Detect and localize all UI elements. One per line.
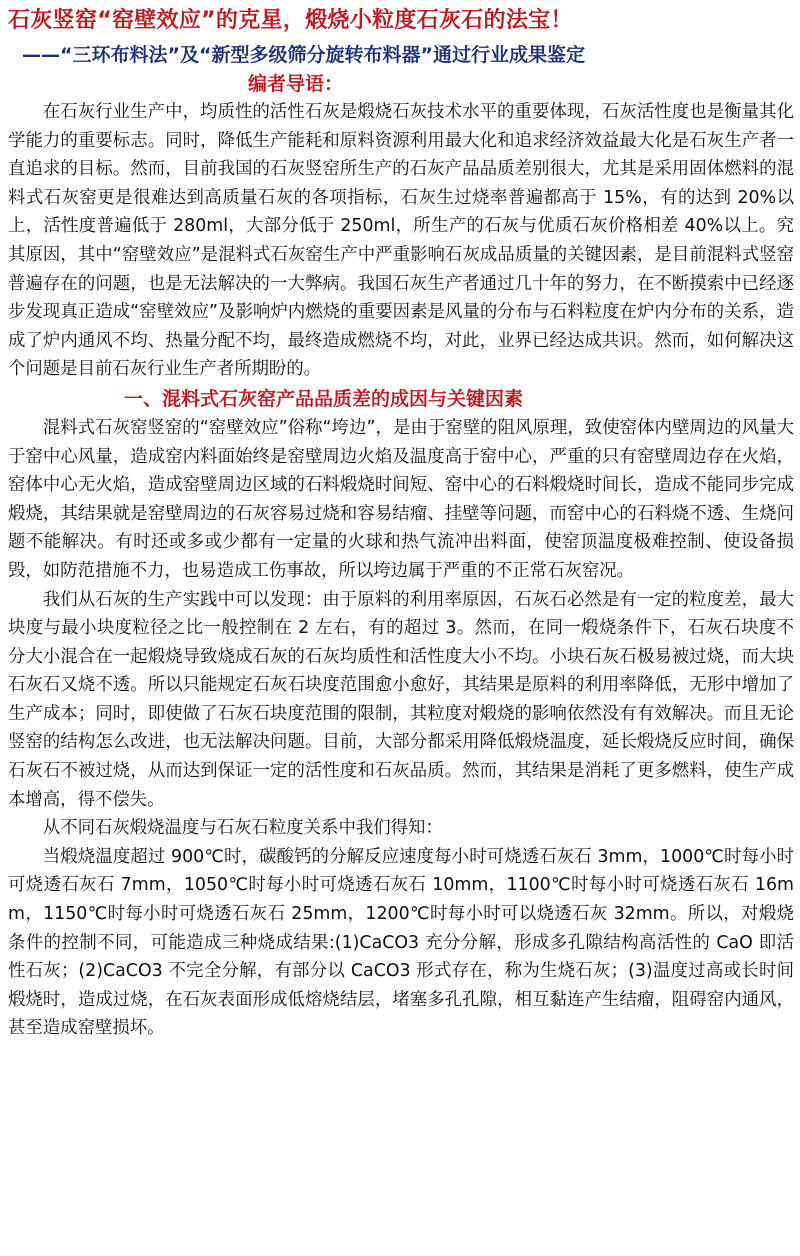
article-title: 石灰竖窑“窑壁效应”的克星，煅烧小粒度石灰石的法宝！ [8,8,573,33]
section-1-heading: 一、混料式石灰窑产品品质差的成因与关键因素 [124,387,524,410]
section-1-paragraph-2: 我们从石灰的生产实践中可以发现：由于原料的利用率原因，石灰石必然是有一定的粒度差，最大块度与最小块度粒径之比一般控制在 2 左右，有的超过 3。然而，在同一煅烧条件下，石灰石块度不分大小混合在一起煅烧导致烧成石灰的石灰均质性和活性度大小不均。小块石灰石极易被过烧，而大块石灰石又烧不透。所以只能规定石灰石块度范围愈小愈好，其结果是原料的利用率降低，无形中增加了生产成本；同时，即使做了石灰石块度范围的限制，其粒度对煅烧的影响依然没有有效解决。而且无论竖窑的结构怎么改进，也无法解决问题。目前，大部分都采用降低煅烧温度，延长煅烧反应时间，确保石灰石不被过烧，从而达到保证一定的活性度和石灰品质。然而，其结果是消耗了更多燃料，使生产成本增高，得不偿失。 [8,589,794,810]
intro-paragraph: 在石灰行业生产中，均质性的活性石灰是煅烧石灰技术水平的重要体现，石灰活性度也是衡量其化学能力的重要标志。同时，降低生产能耗和原料资源利用最大化和追求经济效益最大化是石灰生产者一直追求的目标。然而，目前我国的石灰竖窑所生产的石灰产品品质差别很大，尤其是采用固体燃料的混料式石灰窑更是很难达到高质量石灰的各项指标，石灰生过烧率普遍都高于 15%，有的达到 20%以上，活性度普遍低于 280ml，大部分低于 250ml，所生产的石灰与优质石灰价格相差 40%以上。究其原因，其中“窑壁效应”是混料式石灰窑生产中严重影响石灰成品质量的关键因素，是目前混料式竖窑普遍存在的问题，也是无法解决的一大弊病。我国石灰生产者通过几十年的努力，在不断摸索中已经逐步发现真正造成“窑壁效应”及影响炉内燃烧的重要因素是风量的分布与石料粒度在炉内分布的关系，造成了炉内通风不均、热量分配不均，最终造成燃烧不均，对此，业界已经达成共识。然而，如何解决这个问题是目前石灰行业生产者所期盼的。 [8,102,794,380]
article-subtitle: ——“三环布料法”及“新型多级筛分旋转布料器”通过行业成果鉴定 [22,44,585,66]
editor-intro-heading: 编者导语： [248,73,344,95]
section-1-paragraph-1: 混料式石灰窑竖窑的“窑壁效应”俗称“垮边”，是由于窑壁的阻风原理，致使窑体内壁周边的风量大于窑中心风量，造成窑内料面始终是窑壁周边火焰及温度高于窑中心，严重的只有窑壁周边存在火焰，窑体中心无火焰，造成窑壁周边区域的石料煅烧时间短、窑中心的石料煅烧时间长，造成不能同步完成煅烧，其结果就是窑壁周边的石灰容易过烧和容易结瘤、挂壁等问题，而窑中心的石料烧不透、生烧问题不能解决。有时还或多或少都有一定量的火球和热气流冲出料面，使窑顶温度极难控制、使设备损毁，如防范措施不力，也易造成工伤事故，所以垮边属于严重的不正常石灰窑况。 [8,417,794,581]
section-1-paragraph-4: 当煅烧温度超过 900℃时，碳酸钙的分解反应速度每小时可烧透石灰石 3mm，1000℃时每小时可烧透石灰石 7mm，1050℃时每小时可烧透石灰石 10mm，1100℃时每小时可烧透石灰石 16mm，1150℃时每小时可烧透石灰石 25mm，1200℃时每小时可以烧透石灰 32mm。所以，对煅烧条件的控制不同，可能造成三种烧成结果:(1)CaCO3 充分分解，形成多孔隙结构高活性的 CaO 即活性石灰；(2)CaCO3 不完全分解，有部分以 CaCO3 形式存在，称为生烧石灰；(3)温度过高或长时间煅烧时，造成过烧，在石灰表面形成低熔烧结层，堵塞多孔孔隙，相互黏连产生结瘤，阻碍窑内通风，甚至造成窑壁损坏。 [8,846,794,1039]
section-1-paragraph-3: 从不同石灰煅烧温度与石灰石粒度关系中我们得知： [42,818,443,839]
